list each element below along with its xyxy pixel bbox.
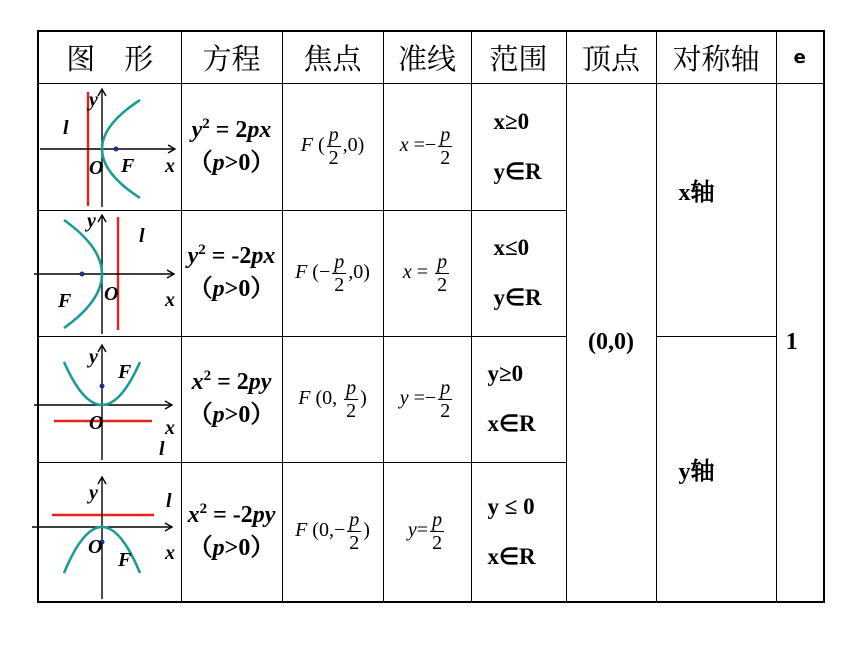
header-graph: 图 形 [38, 31, 181, 83]
fraction-denominator: 2 [440, 399, 451, 422]
directrix-cell [383, 336, 471, 462]
equation-operator: = -2 [207, 501, 253, 528]
y-axis-label: y [89, 345, 98, 368]
header-row [38, 31, 824, 83]
y-axis-label: y [87, 209, 96, 232]
graph-box [39, 211, 181, 336]
focus-name: F [300, 134, 313, 157]
directrix-var: x [399, 134, 409, 157]
directrix-rest: =− [408, 386, 437, 409]
fraction-numerator: p [440, 376, 451, 399]
range-line: x∈R [487, 411, 536, 436]
focus-open: (0,− [307, 519, 346, 542]
range-line: y ≤ 0 [487, 493, 535, 519]
header-range: 范围 [471, 31, 566, 83]
parabola-graph-opening-left [39, 211, 182, 336]
equation-lhs: x [191, 369, 204, 395]
condition-var: p [212, 149, 225, 176]
equation-operator: = -2 [205, 243, 252, 269]
focus-cell [282, 83, 383, 210]
fraction-denominator: 2 [349, 532, 360, 554]
equation [182, 366, 282, 399]
fraction-numerator: p [437, 250, 448, 273]
fraction-denominator: 2 [334, 273, 345, 296]
equation-exponent: 2 [199, 500, 208, 517]
range-line: y∈R [493, 285, 542, 310]
equation-operator: = 2 [209, 116, 248, 143]
graph-box [39, 337, 181, 462]
directrix-rest: =− [408, 134, 437, 157]
header-directrix: 准线 [383, 31, 471, 83]
directrix-var: y [399, 386, 409, 409]
y-axis-label: y [89, 481, 98, 504]
focus-cell [282, 210, 383, 336]
graph-cell [38, 210, 181, 336]
equation-exponent: 2 [202, 115, 210, 132]
focus-point [100, 383, 105, 388]
header-symmetry-axis: 对称轴 [656, 31, 776, 83]
directrix-label: l [139, 224, 145, 247]
equation-rhs: px [247, 116, 272, 143]
equation-lhs: y [191, 116, 203, 143]
x-axis-label: x [165, 541, 175, 564]
header-focus: 焦点 [282, 31, 383, 83]
directrix-var: y [407, 519, 417, 542]
graph-cell [38, 83, 181, 210]
fraction [347, 509, 361, 554]
condition-open: （ [188, 276, 213, 302]
equation-cell [181, 83, 282, 210]
table-row [38, 83, 824, 210]
focus-cell [282, 462, 383, 602]
fraction-numerator: p [334, 250, 345, 273]
condition-rest: >0） [224, 276, 275, 302]
equation [182, 114, 282, 147]
x-axis-label: x [165, 416, 175, 439]
fraction-numerator: p [328, 124, 339, 146]
origin-label: O [104, 282, 119, 305]
fraction-denominator: 2 [432, 532, 443, 554]
condition-rest: >0） [224, 402, 275, 428]
range-cell [471, 210, 566, 336]
directrix-cell [383, 462, 471, 602]
focus-label: F [121, 154, 135, 177]
condition [182, 273, 282, 306]
y-axis-label: y [89, 88, 98, 111]
fraction-numerator: p [346, 376, 357, 399]
equation-exponent: 2 [198, 242, 206, 258]
fraction [438, 124, 452, 169]
equation [182, 240, 282, 273]
vertex-cell: (0,0) [566, 83, 656, 602]
fraction-denominator: 2 [437, 273, 448, 296]
focus-close: ) [360, 386, 367, 409]
focus-point [114, 146, 119, 151]
condition-open: （ [188, 149, 213, 176]
focus-close: ,0) [348, 260, 370, 283]
directrix-cell [383, 83, 471, 210]
fraction-denominator: 2 [328, 147, 339, 169]
equation-operator: = 2 [211, 369, 249, 395]
equation-rhs: px [251, 243, 276, 269]
header-equation: 方程 [181, 31, 282, 83]
focus-label: F [118, 360, 132, 383]
condition-var: p [212, 402, 225, 428]
graph-box [39, 463, 181, 601]
x-axis-label: x [165, 288, 175, 311]
graph-box [39, 84, 181, 210]
focus-name: F [295, 260, 308, 283]
condition-var: p [212, 276, 225, 302]
parabola-graph-opening-down [39, 463, 182, 601]
fraction-numerator: p [440, 124, 451, 146]
directrix-var: x [402, 260, 412, 283]
fraction [327, 124, 341, 169]
range-line: y∈R [493, 158, 542, 184]
parabola-properties-table [37, 30, 825, 603]
fraction [344, 377, 358, 422]
range-line: y≥0 [487, 361, 524, 386]
focus-cell [282, 336, 383, 462]
condition [182, 399, 282, 432]
range-line: x≤0 [493, 235, 530, 260]
condition-rest: >0） [224, 534, 275, 561]
focus-open: (− [307, 260, 331, 283]
directrix-label: l [159, 437, 165, 460]
fraction [438, 377, 452, 422]
focus-label: F [58, 289, 72, 312]
equation-lhs: x [187, 501, 200, 528]
origin-label: O [89, 156, 104, 179]
condition-open: （ [188, 534, 213, 561]
equation-rhs: py [252, 501, 276, 528]
focus-open: (0, [310, 386, 343, 409]
fraction [430, 509, 444, 554]
equation-lhs: y [187, 243, 199, 269]
condition-open: （ [188, 402, 213, 428]
range-cell [471, 462, 566, 602]
equation-cell [181, 336, 282, 462]
equation-cell [181, 210, 282, 336]
condition-var: p [212, 534, 225, 561]
focus-close: ) [363, 519, 370, 542]
directrix-cell [383, 210, 471, 336]
range-cell [471, 336, 566, 462]
range-line: x∈R [487, 543, 536, 569]
origin-label: O [88, 535, 103, 558]
equation [182, 499, 282, 532]
directrix-rest: = [411, 260, 434, 283]
fraction-numerator: p [432, 509, 443, 531]
focus-name: F [295, 519, 308, 542]
focus-name: F [298, 386, 311, 409]
eccentricity-cell: 1 [776, 83, 824, 602]
equation-exponent: 2 [203, 368, 212, 384]
table-row [38, 336, 824, 462]
fraction [332, 251, 346, 296]
condition [182, 147, 282, 180]
graph-cell [38, 462, 181, 602]
fraction-denominator: 2 [346, 399, 357, 422]
origin-label: O [89, 411, 104, 434]
directrix-label: l [166, 489, 172, 512]
condition [182, 532, 282, 565]
directrix-rest: = [416, 519, 429, 542]
focus-open: ( [312, 134, 325, 157]
fraction-numerator: p [349, 509, 360, 531]
range-line: x≥0 [493, 108, 530, 134]
parabola-graph-opening-up [39, 337, 182, 462]
parabola-graph-opening-right [39, 84, 182, 210]
symmetry-axis-cell: x轴 [656, 83, 776, 336]
condition-rest: >0） [224, 149, 275, 176]
focus-close: ,0) [342, 134, 365, 157]
focus-point [80, 271, 85, 276]
range-cell [471, 83, 566, 210]
fraction-denominator: 2 [440, 147, 451, 169]
directrix-label: l [63, 116, 69, 139]
header-vertex: 顶点 [566, 31, 656, 83]
x-axis-label: x [165, 154, 175, 177]
focus-label: F [118, 548, 132, 571]
fraction [435, 251, 449, 296]
graph-cell [38, 336, 181, 462]
header-eccentricity: e [776, 31, 824, 83]
symmetry-axis-cell: y轴 [656, 336, 776, 602]
equation-cell [181, 462, 282, 602]
equation-rhs: py [248, 369, 272, 395]
